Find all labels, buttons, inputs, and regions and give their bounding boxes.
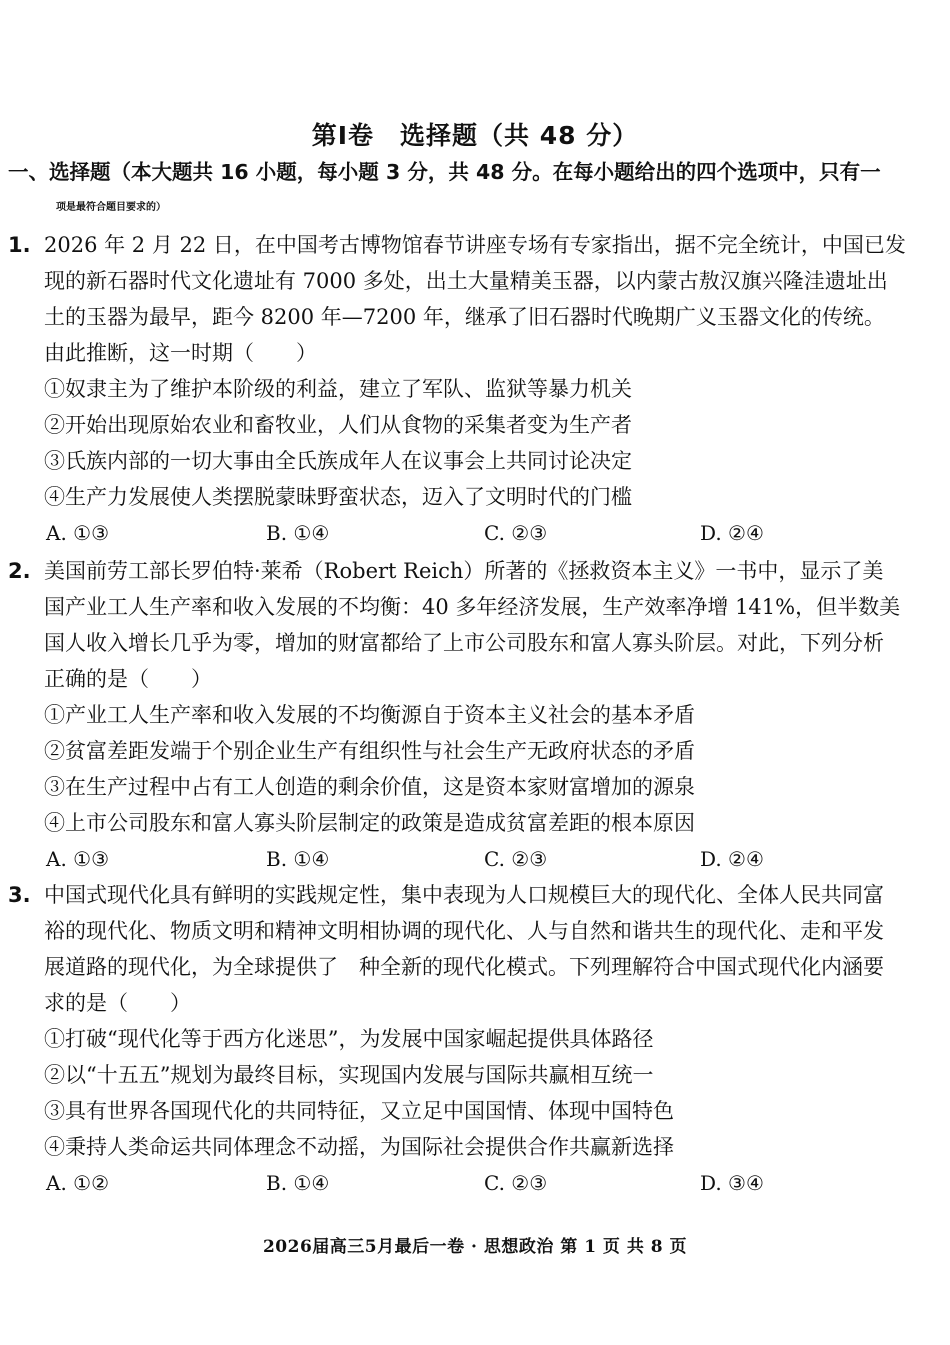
question-stem-line: 现的新石器时代文化遗址有 7000 多处，出土大量精美玉器，以内蒙古敖汉旗兴隆洼遗址出 xyxy=(44,269,888,293)
statement-3: ③具有世界各国现代化的共同特征，又立足中国国情、体现中国特色 xyxy=(44,1099,674,1123)
question-stem-line: 由此推断，这一时期（ ） xyxy=(44,341,317,365)
page-footer: 2026届高三5月最后一卷 · 思想政治 第 1 页 共 8 页 xyxy=(262,1237,688,1257)
option-b[interactable]: B. ①④ xyxy=(266,1171,330,1195)
question-stem-line: 国产业工人生产率和收入发展的不均衡：40 多年经济发展，生产效率净增 141%，但半数美 xyxy=(44,595,901,619)
question-stem-line: 土的玉器为最早，距今 8200 年—7200 年，继承了旧石器时代晚期广义玉器文化的传统。 xyxy=(44,305,885,329)
question-stem-line: 展道路的现代化，为全球提供了 种全新的现代化模式。下列理解符合中国式现代化内涵要 xyxy=(44,955,884,979)
option-d[interactable]: D. ②④ xyxy=(700,847,764,871)
statement-3: ③氏族内部的一切大事由全氏族成年人在议事会上共同讨论决定 xyxy=(44,449,632,473)
question-stem-line: 正确的是（ ） xyxy=(44,667,212,691)
question-number: 1. xyxy=(8,233,31,257)
statement-2: ②以“十五五”规划为最终目标，实现国内发展与国际共赢相互统一 xyxy=(44,1063,654,1087)
option-a[interactable]: A. ①③ xyxy=(46,847,110,871)
option-b[interactable]: B. ①④ xyxy=(266,847,330,871)
option-a[interactable]: A. ①② xyxy=(46,1171,110,1195)
option-b[interactable]: B. ①④ xyxy=(266,521,330,545)
question-stem-line: 裕的现代化、物质文明和精神文明相协调的现代化、人与自然和谐共生的现代化、走和平发 xyxy=(44,919,884,943)
statement-4: ④生产力发展使人类摆脱蒙昧野蛮状态，迈入了文明时代的门槛 xyxy=(44,485,632,509)
statement-1: ①打破“现代化等于西方化迷思”，为发展中国家崛起提供具体路径 xyxy=(44,1027,654,1051)
question-stem-line: 中国式现代化具有鲜明的实践规定性，集中表现为人口规模巨大的现代化、全体人民共同富 xyxy=(44,883,884,907)
question-number: 2. xyxy=(8,559,31,583)
statement-1: ①产业工人生产率和收入发展的不均衡源自于资本主义社会的基本矛盾 xyxy=(44,703,695,727)
question-stem-line: 求的是（ ） xyxy=(44,991,191,1015)
option-d[interactable]: D. ②④ xyxy=(700,521,764,545)
statement-3: ③在生产过程中占有工人创造的剩余价值，这是资本家财富增加的源泉 xyxy=(44,775,695,799)
option-c[interactable]: C. ②③ xyxy=(484,1171,548,1195)
option-c[interactable]: C. ②③ xyxy=(484,521,548,545)
question-stem-line: 国人收入增长几乎为零，增加的财富都给了上市公司股东和富人寡头阶层。对此，下列分析 xyxy=(44,631,884,655)
statement-4: ④秉持人类命运共同体理念不动摇，为国际社会提供合作共赢新选择 xyxy=(44,1135,674,1159)
question-stem-line: 美国前劳工部长罗伯特·莱希（Robert Reich）所著的《拯救资本主义》一书中，显示了美 xyxy=(44,559,884,583)
statement-2: ②开始出现原始农业和畜牧业，人们从食物的采集者变为生产者 xyxy=(44,413,632,437)
option-c[interactable]: C. ②③ xyxy=(484,847,548,871)
question-stem-line: 2026 年 2 月 22 日，在中国考古博物馆春节讲座专场有专家指出，据不完全统计，中国已发 xyxy=(44,233,906,257)
section-instruction-line-1: 一、选择题（本大题共 16 小题，每小题 3 分，共 48 分。在每小题给出的四个选项中，只有一 xyxy=(8,160,881,184)
section-instruction-line-2: 项是最符合题目要求的） xyxy=(56,202,166,213)
part-title: 第Ⅰ卷 选择题（共 48 分） xyxy=(311,121,639,150)
statement-1: ①奴隶主为了维护本阶级的利益，建立了军队、监狱等暴力机关 xyxy=(44,377,632,401)
statement-2: ②贫富差距发端于个别企业生产有组织性与社会生产无政府状态的矛盾 xyxy=(44,739,695,763)
statement-4: ④上市公司股东和富人寡头阶层制定的政策是造成贫富差距的根本原因 xyxy=(44,811,695,835)
option-a[interactable]: A. ①③ xyxy=(46,521,110,545)
question-number: 3. xyxy=(8,883,31,907)
option-d[interactable]: D. ③④ xyxy=(700,1171,764,1195)
